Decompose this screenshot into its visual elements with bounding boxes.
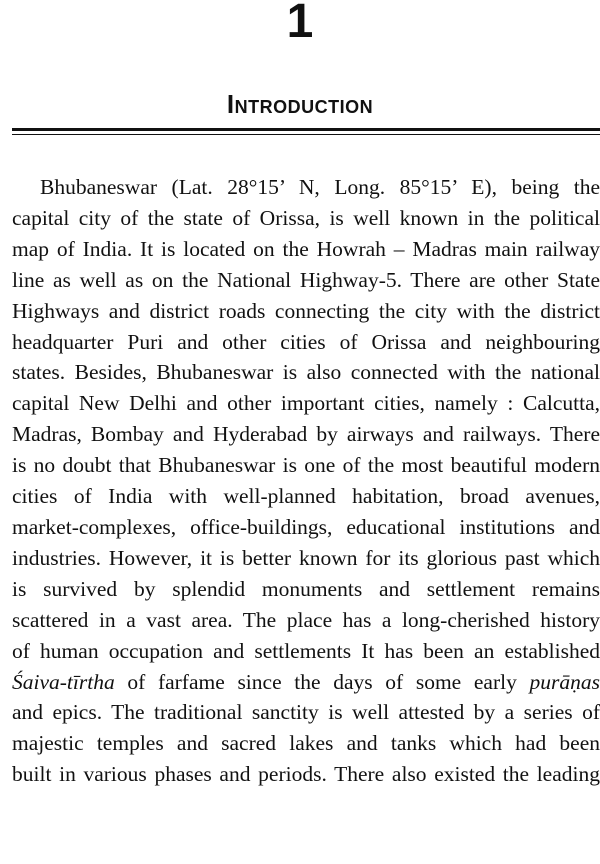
text-line: is no doubt that Bhubaneswar is one of the most beautiful modern xyxy=(12,453,600,478)
text-line: Madras, Bombay and Hyderabad by airways and railways. There xyxy=(12,422,600,447)
text-line: states. Besides, Bhubaneswar is also connected with the national xyxy=(12,360,600,385)
text-line: scattered in a vast area. The place has a long-cherished history xyxy=(12,607,600,632)
chapter-number: 1 xyxy=(286,0,314,48)
text-line: market-complexes, office-buildings, educational institutions and xyxy=(12,514,600,539)
text-line-with-italics xyxy=(12,667,600,698)
body-paragraph xyxy=(12,172,600,790)
text-line: capital city of the state of Orissa, is well known in the political xyxy=(12,205,600,230)
text-line: of human occupation and settlements It has been an established xyxy=(12,638,600,663)
text-line: Highways and district roads connecting the city with the district xyxy=(12,298,600,323)
text-line: headquarter Puri and other cities of Orissa and neighbouring xyxy=(12,329,600,354)
text-line: and epics. The traditional sanctity is well attested by a series of xyxy=(12,700,600,725)
text-line: is survived by splendid monuments and settlement remains xyxy=(12,576,600,601)
text-line: Bhubaneswar (Lat. 28°15’ N, Long. 85°15’ E), being the xyxy=(40,175,600,199)
title-rule-thick xyxy=(12,128,600,131)
text-line: industries. However, it is better known for its glorious past which xyxy=(12,545,600,570)
text-line: capital New Delhi and other important cities, namely : Calcutta, xyxy=(12,391,600,416)
chapter-title: Introduction xyxy=(226,89,374,119)
text-line: majestic temples and sacred lakes and tanks which had been xyxy=(12,731,600,756)
text-line: line as well as on the National Highway-5. There are other State xyxy=(12,267,600,292)
title-rule-thin xyxy=(12,134,600,135)
text-line: map of India. It is located on the Howrah – Madras main railway xyxy=(12,236,600,261)
text-line: cities of India with well-planned habitation, broad avenues, xyxy=(12,484,600,509)
text-line: built in various phases and periods. There also existed the leading xyxy=(12,762,600,787)
text-run: of farfame since the days of some early xyxy=(114,669,530,694)
italic-term-saiva-tirtha: Śaiva-tīrtha xyxy=(12,669,115,694)
italic-term-puranas: purāṇas xyxy=(529,669,600,694)
